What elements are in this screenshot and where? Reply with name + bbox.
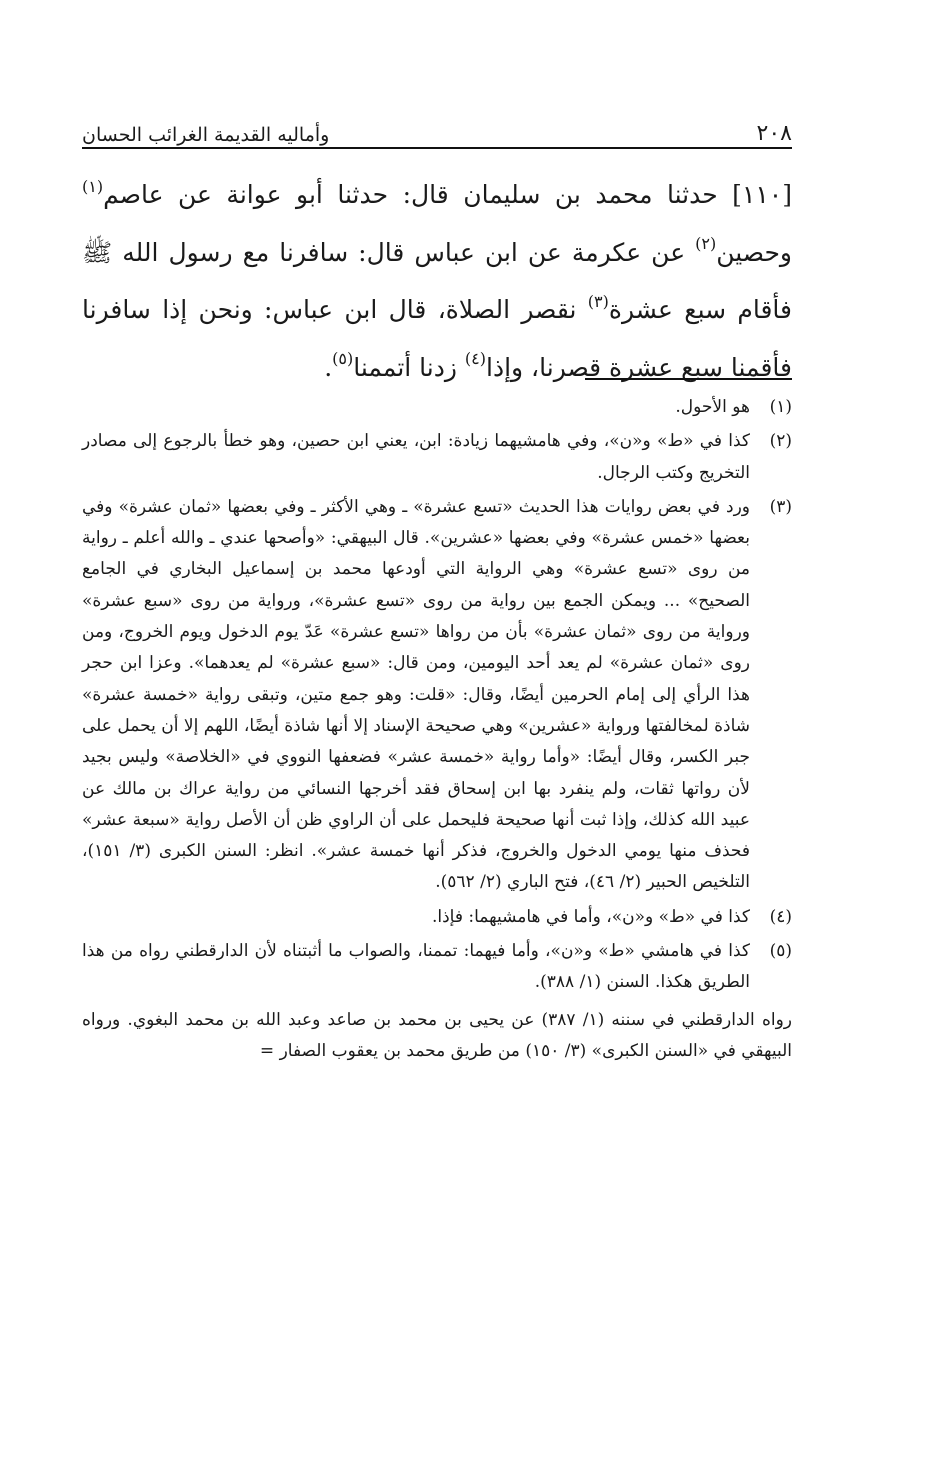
header-rule <box>82 147 792 149</box>
hadith-segment: [١١٠] حدثنا محمد بن سليمان قال: حدثنا أبو عوانة عن عاصم <box>103 180 792 209</box>
footnote-text: كذا في «ط» و«ن»، وأما في هامشيهما: فإذا. <box>431 906 750 927</box>
hadith-segment: وحصين <box>716 237 792 267</box>
footnote <box>82 426 792 489</box>
footnote-ref: (٣) <box>587 291 609 311</box>
footnote-separator <box>585 378 792 380</box>
hadith-segment: نقصر الصلاة، قال ابن عباس: ونحن إذا سافرنا فأقمنا سبع عشرة قصرنا، وإذا <box>82 295 792 382</box>
hadith-segment: عن عكرمة عن ابن عباس قال: سافرنا مع رسول الله ﷺ فأقام سبع عشرة <box>82 237 793 324</box>
footnote <box>82 392 792 423</box>
footnote-continuation: رواه الدارقطني في سننه (١/ ٣٨٧) عن يحيى بن محمد بن صاعد وعبد الله بن محمد البغوي. ورواه البيهقي في «السنن الكبرى» (٣/ ١٥٠) من طريق محمد بن يعقوب الصفار = <box>82 1009 792 1061</box>
footnote-ref: (٢) <box>695 234 717 254</box>
footnote-ref: (٤) <box>464 349 486 369</box>
footnote-text: كذا في «ط» و«ن»، وفي هامشيهما زيادة: ابن، يعني ابن حصين، وهو خطأ بالرجوع إلى مصادر التخريج وكتب الرجال. <box>82 431 750 483</box>
footnote-ref: (١) <box>82 176 104 196</box>
running-title: وأماليه القديمة الغرائب الحسان <box>82 124 330 146</box>
footnote-text: ورد في بعض روايات هذا الحديث «تسع عشرة» ـ وهي الأكثر ـ وفي بعضها «ثمان عشرة» وفي بعضها «خمس عشرة» وفي بعضها «عشرين». قال البيهقي: «وأصحها عندي ـ والله أعلم ـ رواية من روى «تسع عشرة» وهي الرواية التي أودعها محمد بن إسماعيل البخاري في الجامع الصحيح» ... ويمكن الجمع بين رواية من روى «تسع عشرة»، ورواية من روى «سبع عشرة» ورواية من روى «ثمان عشرة» بأن من رواها «تسع عشرة» عَدّ يوم الدخول ويوم الخروج، ومن روى «ثمان عشرة» لم يعد أحد اليومين، ومن قال: «سبع عشرة» لم يعدهما». وعزا ابن حجر هذا الرأي إلى إمام الحرمين أيضًا، وقال: «قلت: وهو جمع متين، وتبقى رواية «خمسة عشرة» شاذة لمخالفتها ورواية «عشرين» وهي صحيحة الإسناد إلا أنها شاذة أيضًا، اللهم إلا أن يحمل على جبر الكسر، وقال أيضًا: «وأما رواية «خمسة عشر» فضعفها النووي في «الخلاصة» وليس بجيد لأن رواتها ثقات، ولم ينفرد بها ابن إسحاق فقد أخرجها النسائي من رواية عراك بن مالك عن عبيد الله كذلك، وإذا ثبت أنها صحيحة فليحمل على أن الراوي ظن أن الأصل رواية «سبعة عشر» فحذف منها يومي الدخول والخروج، فذكر أنها خمسة عشر». انظر: السنن الكبرى (٣/ ١٥١)، التلخيص الحبير (٢/ ٤٦)، فتح الباري (٢/ ٥٦٢). <box>82 496 750 893</box>
footnotes <box>82 392 792 1067</box>
footnote-ref: (٥) <box>332 349 354 369</box>
page-number: ٢٠٨ <box>756 121 792 146</box>
hadith-segment: زدنا أتممنا <box>353 352 465 382</box>
footnote-number: (١) <box>769 397 792 417</box>
footnote-number: (٣) <box>769 496 792 517</box>
footnote-number: (٢) <box>769 431 792 452</box>
footnote <box>82 902 792 933</box>
footnote-text: هو الأحول. <box>675 397 750 417</box>
footnote-number: (٤) <box>769 906 792 927</box>
footnote <box>82 492 792 899</box>
footnote <box>82 936 792 999</box>
footnote-number: (٥) <box>769 941 792 962</box>
hadith-segment: . <box>324 352 333 382</box>
hadith-text <box>82 166 792 396</box>
page-header <box>82 104 792 146</box>
footnote-text: كذا في هامشي «ط» و«ن»، وأما فيهما: تممنا، والصواب ما أثبتناه لأن الدارقطني رواه من هذا الطريق هكذا. السنن (١/ ٣٨٨). <box>82 941 750 993</box>
